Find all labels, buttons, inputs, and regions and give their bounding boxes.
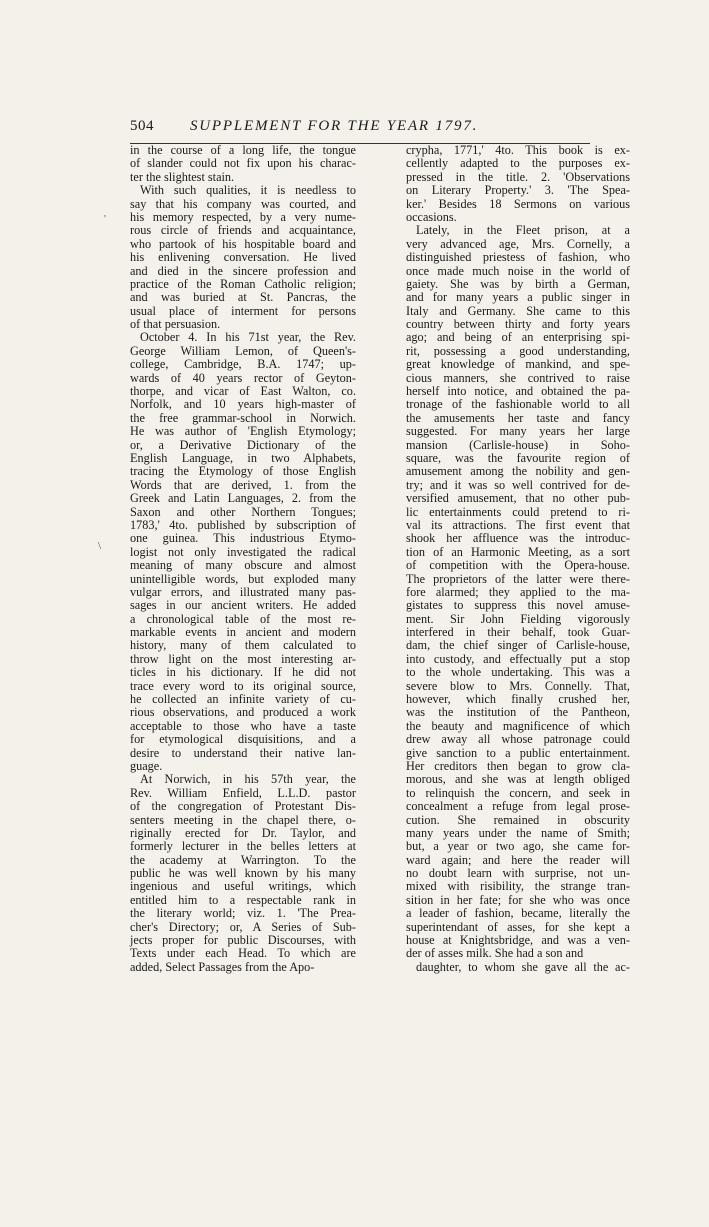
text-line: he collected an infinite variety of cu-: [130, 692, 356, 707]
text-line: cious manners, she contrived to raise: [406, 370, 630, 385]
text-line: rous circle of friends and acquaintance,: [130, 223, 356, 238]
text-line: usual place of interment for persons: [130, 303, 356, 318]
text-line: of competition with the Opera-house.: [406, 558, 630, 573]
text-line: however, which finally crushed her,: [406, 692, 630, 707]
text-line: pressed in the title. 2. 'Observations: [406, 169, 630, 184]
text-line: ker.' Besides 18 Sermons on various: [406, 196, 630, 211]
text-line: guage.: [130, 758, 163, 773]
text-line: college, Cambridge, B.A. 1747; up-: [130, 357, 356, 372]
text-line: sages in our ancient writers. He added: [130, 598, 356, 613]
text-line: acceptable to those who have a taste: [130, 718, 356, 733]
text-line: tracing the Etymology of those English: [130, 464, 356, 479]
text-line: logist not only investigated the radical: [130, 544, 356, 559]
text-line: occasions.: [406, 209, 457, 224]
text-line: Lately, in the Fleet prison, at a: [416, 223, 630, 238]
text-line: great knowledge of mankind, and spe-: [406, 357, 630, 372]
text-line: gaiety. She was by birth a German,: [406, 276, 630, 291]
text-line: At Norwich, in his 57th year, the: [140, 772, 356, 787]
text-line: the free grammar-school in Norwich.: [130, 410, 356, 425]
text-line: superintendant of asses, for she kept a: [406, 919, 630, 934]
text-line: and died in the sincere profession and: [130, 263, 356, 278]
text-line: was the institution of the Pantheon,: [406, 705, 630, 720]
text-line: morous, and she was at length obliged: [406, 772, 630, 787]
text-line: ticles in his dictionary. If he did not: [130, 665, 356, 680]
text-line: desire to understand their native lan-: [130, 745, 356, 760]
page-number: 504: [130, 118, 154, 134]
text-line: many years under the name of Smith;: [406, 825, 630, 840]
text-line: formerly lecturer in the belles letters at: [130, 839, 356, 854]
text-line: rious observations, and produced a work: [130, 705, 356, 720]
text-line: trace every word to its original source,: [130, 678, 356, 693]
text-line: herself into notice, and obtained the pa-: [406, 384, 630, 399]
text-line: cellently adapted to the purposes ex-: [406, 156, 630, 171]
text-line: tion of an Harmonic Meeting, as a sort: [406, 544, 630, 559]
text-line: thorpe, and vicar of East Walton, co.: [130, 384, 356, 399]
running-title: SUPPLEMENT FOR THE YEAR 1797.: [190, 118, 479, 134]
text-line: very advanced age, Mrs. Cornelly, a: [406, 236, 630, 251]
text-line: Rev. William Enfield, L.L.D. pastor: [130, 785, 356, 800]
page-header: [130, 118, 590, 144]
text-line: a leader of fashion, became, literally the: [406, 906, 630, 921]
text-line: or, a Derivative Dictionary of the: [130, 437, 356, 452]
text-line: into custody, and effectually put a stop: [406, 651, 630, 666]
text-line: Texts under each Head. To which are: [130, 946, 356, 961]
text-line: val its attractions. The first event that: [406, 517, 630, 532]
text-line: vulgar errors, and illustrated many pas-: [130, 584, 356, 599]
text-line: cution. She remained in obscurity: [406, 812, 630, 827]
text-line: the academy at Warrington. To the: [130, 852, 356, 867]
text-line: give sanction to a public entertainment.: [406, 745, 630, 760]
text-line: on Literary Property.' 3. 'The Spea-: [406, 183, 630, 198]
text-line: who partook of his hospitable board and: [130, 236, 356, 251]
text-line: interfered in their behalf, took Guar-: [406, 625, 630, 640]
text-line: entitled him to a respectable rank in: [130, 892, 356, 907]
right-column: [406, 144, 630, 974]
text-line: sition in her fate; for she who was once: [406, 892, 630, 907]
text-line: Her creditors then began to grow cla-: [406, 758, 630, 773]
text-line: Norfolk, and 10 years high-master of: [130, 397, 356, 412]
text-line: Words that are derived, 1. from the: [130, 477, 356, 492]
margin-mark: \: [98, 540, 102, 552]
text-line: unintelligible words, but exploded many: [130, 571, 356, 586]
text-line: no doubt learn with surprise, not un-: [406, 866, 630, 881]
text-line: for etymological disquisitions, and a: [130, 732, 356, 747]
text-line: his memory respected, by a very nume-: [130, 209, 356, 224]
text-line: ward again; and here the reader will: [406, 852, 630, 867]
text-line: country between thirty and forty years: [406, 317, 630, 332]
text-line: and for many years a public singer in: [406, 290, 630, 305]
text-line: suggested. For many years her large: [406, 424, 630, 439]
text-line: in the course of a long life, the tongue: [130, 143, 356, 157]
text-line: a chronological table of the most re-: [130, 611, 356, 626]
text-line: his enlivening conversation. He lived: [130, 250, 356, 265]
text-line: added, Select Passages from the Apo-: [130, 959, 315, 974]
text-line: October 4. In his 71st year, the Rev.: [140, 330, 356, 345]
text-line: George William Lemon, of Queen's-: [130, 343, 356, 358]
text-line: Italy and Germany. She came to this: [406, 303, 630, 318]
text-line: to relinquish the concern, and seek in: [406, 785, 630, 800]
text-line: senters meeting in the chapel there, o-: [130, 812, 356, 827]
text-line: the literary world; viz. 1. 'The Prea-: [130, 906, 356, 921]
text-line: one guinea. This industrious Etymo-: [130, 531, 356, 546]
text-line: of the congregation of Protestant Dis-: [130, 799, 356, 814]
text-line: The proprietors of the latter were there-: [406, 571, 630, 586]
text-line: shook her affluence was the introduc-: [406, 531, 630, 546]
text-line: daughter, to whom she gave all the ac-: [416, 959, 630, 974]
text-line: to the whole undertaking. This was a: [406, 665, 630, 680]
text-line: once made much noise in the world of: [406, 263, 630, 278]
text-line: distinguished priestess of fashion, who: [406, 250, 630, 265]
text-line: mansion (Carlisle-house) in Soho-: [406, 437, 630, 452]
text-line: dam, the chief singer of Carlisle-house,: [406, 638, 630, 653]
text-line: versified amusement, that no other pub-: [406, 491, 630, 506]
text-line: drew away all whose patronage could: [406, 732, 630, 747]
text-line: say that his company was courted, and: [130, 196, 356, 211]
text-line: der of asses milk. She had a son and: [406, 946, 584, 961]
text-line: try; and it was so well contrived for de-: [406, 477, 630, 492]
text-line: throw light on the most interesting ar-: [130, 651, 356, 666]
text-line: the beauty and magnificence of which: [406, 718, 630, 733]
text-line: rit, possessing a good understanding,: [406, 343, 630, 358]
text-line: tronage of the fashionable world to all: [406, 397, 630, 412]
text-line: Greek and Latin Languages, 2. from the: [130, 491, 356, 506]
text-line: markable events in ancient and modern: [130, 625, 356, 640]
text-line: amusement among the nobility and gen-: [406, 464, 630, 479]
text-line: severe blow to Mrs. Connelly. That,: [406, 678, 630, 693]
text-line: mixed with risibility, the strange tran-: [406, 879, 630, 894]
text-line: gistates to suppress this novel amuse-: [406, 598, 630, 613]
text-line: but, a year or two ago, she came for-: [406, 839, 630, 854]
text-line: lic entertainments could pretend to ri-: [406, 504, 630, 519]
text-line: jects proper for public Discourses, with: [130, 933, 356, 948]
text-line: ment. Sir John Fielding vigorously: [406, 611, 630, 626]
text-line: ter the slightest stain.: [130, 169, 235, 184]
text-line: ago; and being of an enterprising spi-: [406, 330, 630, 345]
text-line: He was author of 'English Etymology;: [130, 424, 356, 439]
text-line: cher's Directory; or, A Series of Sub-: [130, 919, 356, 934]
margin-mark: ': [104, 213, 106, 225]
text-line: concealment a refuge from legal prose-: [406, 799, 630, 814]
text-line: house at Knightsbridge, and was a ven-: [406, 933, 630, 948]
text-line: the amusements her taste and fancy: [406, 410, 630, 425]
text-line: fore alarmed; they applied to the ma-: [406, 584, 630, 599]
text-line: With such qualities, it is needless to: [140, 183, 356, 198]
text-line: square, was the favourite region of: [406, 450, 630, 465]
left-column: [130, 144, 356, 974]
text-line: wards of 40 years rector of Geyton-: [130, 370, 356, 385]
text-line: history, many of them calculated to: [130, 638, 356, 653]
text-line: Saxon and other Northern Tongues;: [130, 504, 356, 519]
text-line: meaning of many obscure and almost: [130, 558, 356, 573]
text-line: ingenious and useful writings, which: [130, 879, 356, 894]
text-line: practice of the Roman Catholic religion;: [130, 276, 356, 291]
text-line: public he was well known by his many: [130, 866, 356, 881]
text-line: English Language, in two Alphabets,: [130, 450, 356, 465]
text-line: of slander could not fix upon his charac-: [130, 156, 356, 171]
text-line: riginally erected for Dr. Taylor, and: [130, 825, 356, 840]
text-line: and was buried at St. Pancras, the: [130, 290, 356, 305]
text-line: of that persuasion.: [130, 317, 221, 332]
text-line: crypha, 1771,' 4to. This book is ex-: [406, 143, 630, 157]
text-line: 1783,' 4to. published by subscription of: [130, 517, 356, 532]
